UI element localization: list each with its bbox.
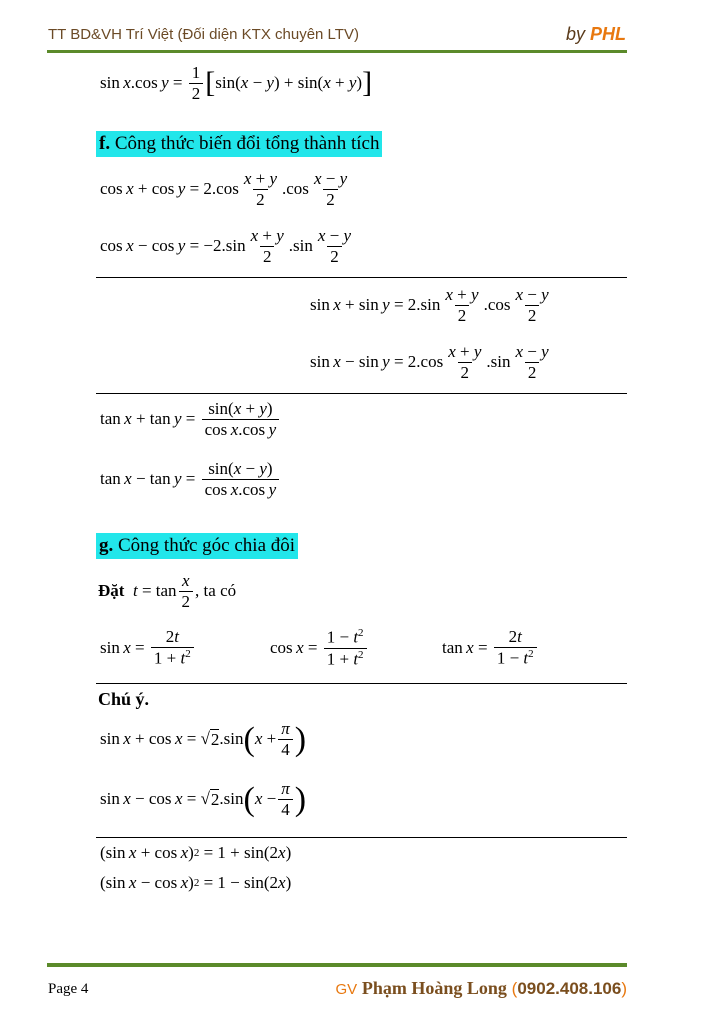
substitution-line: Đặt t = tan x 2 , ta có [98, 571, 237, 611]
formula-cos-minus-cos: cos x − cos y = −2.sin x + y 2 .sin x − y 2 [100, 226, 352, 266]
divider [96, 683, 627, 684]
header-author: by PHL [565, 24, 626, 44]
formula-sin-minus-sin: sin x − sin y = 2.cos x + y 2 .sin x − y 2 [310, 342, 549, 382]
header-title: TT BD&VH Trí Việt (Đối diện KTX chuyên LTV) [48, 26, 359, 43]
footer-rule [47, 963, 627, 967]
section-f-heading: f. Công thức biến đổi tổng thành tích [96, 131, 382, 157]
formula-cos-plus-cos: cos x + cos y = 2.cos x + y 2 .cos x − y 2 [100, 169, 348, 209]
formula-sin-plus-sin: sin x + sin y = 2.sin x + y 2 .cos x − y 2 [310, 285, 549, 325]
formula-square-diff: (sin x − cos x ) 2 = 1 − sin(2 x ) [100, 873, 292, 892]
header-rule [47, 50, 627, 53]
formula-sin-minus-cos: sin x − cos x = √ 2 .sin ( x − π 4 ) [100, 779, 307, 819]
section-g-heading: g. Công thức góc chia đôi [96, 533, 298, 559]
formula-tan-half-angle: tan x = 2t $1 - t^2$ [442, 628, 539, 667]
author-name: Phạm Hoàng Long [361, 978, 507, 998]
divider [96, 393, 627, 394]
formula-cos-half-angle: cos x = $1 - t^2$ $1 + t^2$ [270, 628, 369, 668]
formula-sin-plus-cos: sin x + cos x = √ 2 .sin ( x + π 4 ) [100, 719, 307, 759]
divider [96, 837, 627, 838]
formula-tan-minus-tan: tan x − tan y = sin(x − y) cos x.cos y [100, 460, 281, 499]
page-header [48, 22, 626, 48]
formula-sin-half-angle: sin x = 2t $1 + t^2$ [100, 628, 196, 667]
formula-sin-cos-product: sin x .cos y = 1 2 [ sin( x − y ) + sin( x + y ) ] [100, 63, 373, 103]
phone-number: 0902.408.106 [517, 979, 622, 998]
note-heading: Chú ý. [98, 689, 150, 709]
footer-author: GV Phạm Hoàng Long (0902.408.106) [335, 978, 627, 998]
page-number: Page 4 [48, 981, 89, 997]
divider [96, 277, 627, 278]
formula-square-sum: (sin x + cos x ) 2 = 1 + sin(2 x ) [100, 843, 292, 862]
formula-tan-plus-tan: tan x + tan y = sin(x + y) cos x.cos y [100, 400, 281, 439]
